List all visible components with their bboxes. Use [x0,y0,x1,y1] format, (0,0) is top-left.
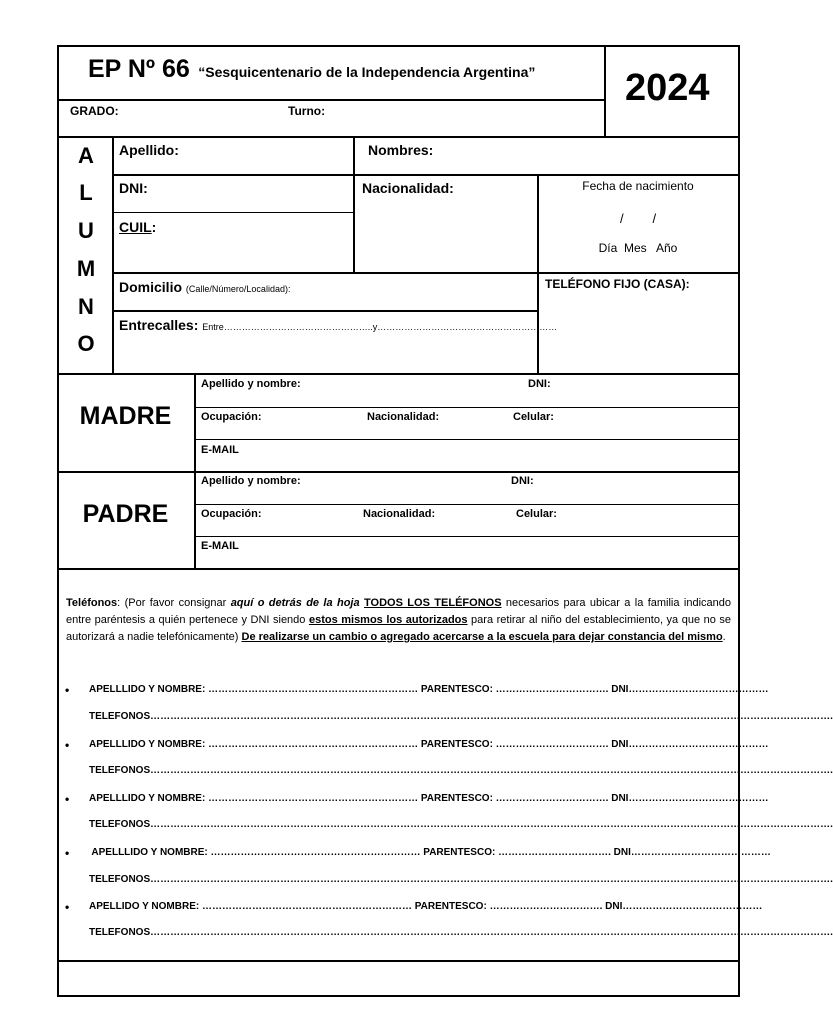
telefono-fijo-label: TELÉFONO FIJO (CASA): [545,277,690,291]
apellido-label: Apellido: [119,142,179,158]
madre-celular-label: Celular: [513,411,554,423]
entrecalles-fill: Entre…………………………………………..y…………………………………………………… [202,322,558,332]
domicilio-row-bottom [112,310,538,312]
telefonos-instructions [66,595,731,646]
alumno-letter: U [78,218,94,243]
telefonos-authorized: estos mismos los autorizados [308,614,468,626]
apellido-row-bottom [112,174,740,176]
domicilio-text: Domicilio [119,279,183,295]
padre-dni-label: DNI: [511,475,534,487]
contact-line-name: APELLLIDO Y NOMBRE: ……………………………………………………… PARENTESCO: ……………………………. DNI…………………………………… [89,739,769,750]
padre-ocupacion-label: Ocupación: [201,508,262,520]
contact-line-name: APELLLIDO Y NOMBRE: ……………………………………………………… PARENTESCO: ……………………………. DNI…………………………………… [89,793,769,804]
madre-dni-label: DNI: [528,378,551,390]
alumno-left-divider [112,136,114,374]
domicilio-label [119,279,290,295]
school-name: “Sesquicentenario de la Independencia Argentina” [198,64,536,80]
telefonos-text: : (Por favor consignar [117,597,231,609]
contact-line-phones: TELEFONOS……………………………………………………………………………………………………………………………………………………………………………………. [89,711,833,722]
apellido-nombres-divider [353,136,355,273]
entrecalles-text: Entrecalles: [119,317,199,333]
contact-line-phones: TELEFONOS……………………………………………………………………………………………………………………………………………………………………………………. [89,927,833,938]
telefonos-title: Teléfonos [66,597,118,609]
school-number: EP Nº 66 [88,55,190,83]
contact-bullet: • [65,792,70,806]
nombres-label: Nombres: [368,142,434,158]
header-underline [57,99,605,101]
madre-top [57,373,740,375]
contact-bullet: • [65,900,70,914]
padre-apellido-label: Apellido y nombre: [201,475,301,487]
cuil-text: CUIL [119,219,152,235]
alumno-letter: O [77,331,95,356]
padre-nacionalidad-label: Nacionalidad: [363,508,436,520]
madre-title: MADRE [79,402,172,430]
footer-row-top [57,960,740,962]
parents-bottom [57,568,740,570]
dni-cuil-divider [112,212,354,213]
madre-ocupacion-label: Ocupación: [201,411,262,423]
madre-email-label: E-MAIL [201,444,239,456]
telefonos-text: necesarios para ubicar a la familia indicando entre paréntesis a quién pertenece y DNI siendo [66,597,731,626]
fecha-slashes: / / [619,211,657,226]
alumno-letter: M [76,256,96,281]
contact-line-phones: TELEFONOS……………………………………………………………………………………………………………………………………………………………………………………. [89,874,833,885]
padre-celular-label: Celular: [516,508,557,520]
padre-row2-bottom [194,536,740,537]
nacionalidad-label: Nacionalidad: [362,180,454,196]
padre-top [57,471,740,473]
alumno-letter: N [78,294,94,319]
fecha-label: Fecha de nacimiento [582,179,694,193]
padre-title: PADRE [82,500,169,528]
entrecalles-label [119,317,557,333]
alumno-letter: A [78,143,94,168]
telefonos-emphasis: aquí o detrás de la hoja [230,597,360,609]
contact-line-phones: TELEFONOS……………………………………………………………………………………………………………………………………………………………………………………. [89,765,833,776]
contact-bullet: • [65,738,70,752]
cuil-label [119,219,156,235]
year: 2024 [625,67,710,109]
madre-apellido-label: Apellido y nombre: [201,378,301,390]
telefonos-text: para retirar al niño del establecimiento, ya que no se autorizará a nadie telefónicamente) [66,614,731,643]
contact-bullet: • [65,846,70,860]
contact-line-name: APELLLIDO Y NOMBRE: ……………………………………………………… PARENTESCO: ……………………………. DNI…………………………………… [89,847,771,858]
school-title [88,55,535,84]
contact-line-phones: TELEFONOS……………………………………………………………………………………………………………………………………………………………………………………. [89,819,833,830]
telefonos-text: . [722,631,726,643]
telefonos-change-notice: De realizarse un cambio o agregado acercarse a la escuela para dejar constancia del mismo [241,631,723,643]
madre-row2-bottom [194,439,740,440]
telefonos-all-phones: TODOS LOS TELÉFONOS [364,597,502,609]
header-divider [604,45,606,137]
alumno-letter: L [79,180,93,205]
padre-email-label: E-MAIL [201,540,239,552]
contact-line-name: APELLLIDO Y NOMBRE: ……………………………………………………… PARENTESCO: ……………………………. DNI…………………………………… [89,684,769,695]
padre-row1-bottom [194,504,740,505]
header-bottom [57,136,740,138]
madre-nacionalidad-label: Nacionalidad: [367,411,440,423]
grado-label: GRADO: [70,104,119,118]
fecha-divider [537,174,539,374]
cuil-colon: : [151,219,157,235]
domicilio-hint: (Calle/Número/Localidad): [185,284,291,294]
domicilio-row-top [112,272,740,274]
turno-label: Turno: [288,104,326,118]
madre-row1-bottom [194,407,740,408]
fecha-parts: Día Mes Año [598,241,678,255]
dni-label: DNI: [119,180,148,196]
contact-line-name: APELLIDO Y NOMBRE: ……………………………………………………… PARENTESCO: ……………………………. DNI…………………………………… [89,901,763,912]
contact-bullet: • [65,683,70,697]
